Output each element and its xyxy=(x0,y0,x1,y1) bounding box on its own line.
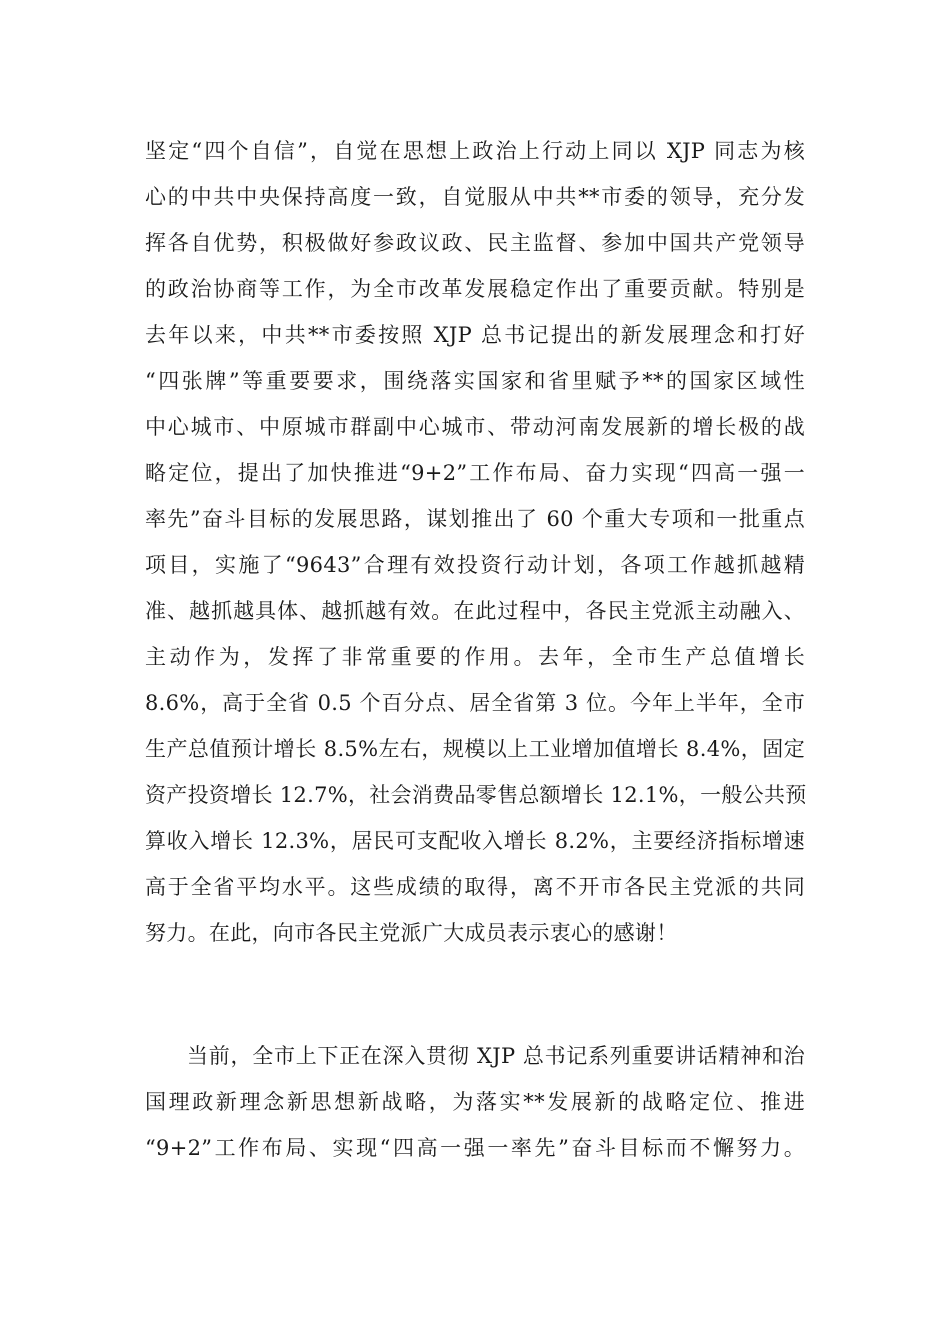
text-line: 的政治协商等工作，为全市改革发展稳定作出了重要贡献。特别是 xyxy=(145,277,805,301)
text-line: 挥各自优势，积极做好参政议政、民主监督、参加中国共产党领导 xyxy=(145,231,805,255)
text-line: 准、越抓越具体、越抓越有效。在此过程中，各民主党派主动融入、 xyxy=(145,599,805,623)
text-line: “四张牌”等重要要求，围绕落实国家和省里赋予**的国家区域性 xyxy=(145,369,805,393)
paragraph-2 xyxy=(145,1033,805,1171)
text-line: 率先”奋斗目标的发展思路，谋划推出了 60 个重大专项和一批重点 xyxy=(145,507,805,531)
text-line: 略定位，提出了加快推进“9+2”工作布局、奋力实现“四高一强一 xyxy=(145,461,805,485)
text-line: 资产投资增长 12.7%，社会消费品零售总额增长 12.1%，一般公共预 xyxy=(145,783,807,807)
text-line: 心的中共中央保持高度一致，自觉服从中共**市委的领导，充分发 xyxy=(145,185,805,209)
text-line: 项目，实施了“9643”合理有效投资行动计划，各项工作越抓越精 xyxy=(145,553,805,577)
text-line: 8.6%，高于全省 0.5 个百分点、居全省第 3 位。今年上半年，全市 xyxy=(145,691,805,715)
text-line: 去年以来，中共**市委按照 XJP 总书记提出的新发展理念和打好 xyxy=(145,323,805,347)
paragraph-1 xyxy=(145,128,805,956)
text-line: 主动作为，发挥了非常重要的作用。去年，全市生产总值增长 xyxy=(145,645,805,669)
text-line: 生产总值预计增长 8.5%左右，规模以上工业增加值增长 8.4%，固定 xyxy=(145,737,805,761)
text-line: 算收入增长 12.3%，居民可支配收入增长 8.2%，主要经济指标增速 xyxy=(145,829,805,853)
text-line: “9+2”工作布局、实现“四高一强一率先”奋斗目标而不懈努力。 xyxy=(145,1136,805,1160)
text-line: 国理政新理念新思想新战略，为落实**发展新的战略定位、推进 xyxy=(145,1090,805,1114)
text-line: 高于全省平均水平。这些成绩的取得，离不开市各民主党派的共同 xyxy=(145,875,805,899)
text-line: 当前，全市上下正在深入贯彻 XJP 总书记系列重要讲话精神和治 xyxy=(187,1044,805,1068)
text-line: 努力。在此，向市各民主党派广大成员表示衷心的感谢！ xyxy=(145,921,678,945)
text-line: 坚定“四个自信”，自觉在思想上政治上行动上同以 XJP 同志为核 xyxy=(145,139,805,163)
text-line: 中心城市、中原城市群副中心城市、带动河南发展新的增长极的战 xyxy=(145,415,805,439)
